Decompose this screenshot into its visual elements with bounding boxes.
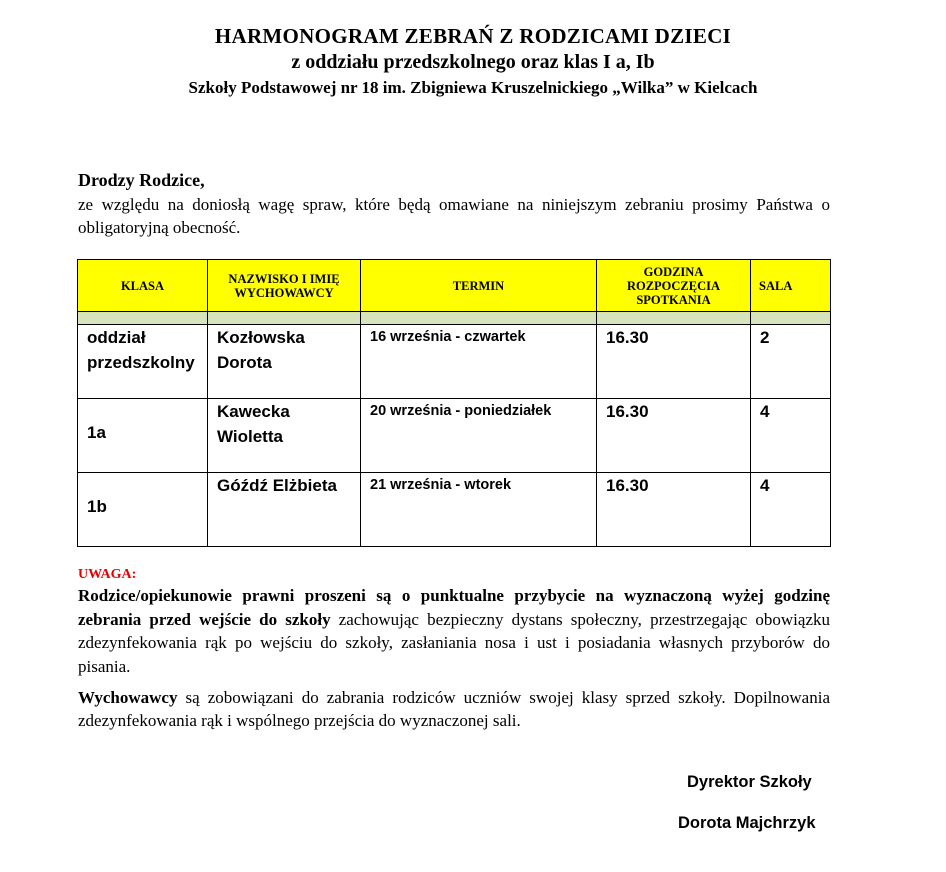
klasa-text: 1a xyxy=(87,423,106,442)
cell-klasa: oddział przedszkolny xyxy=(78,325,208,399)
meeting-schedule-table xyxy=(77,259,831,547)
cell-termin xyxy=(361,399,597,473)
cell-termin xyxy=(361,325,597,399)
cell-hour xyxy=(597,473,751,547)
intro-paragraph: ze względu na doniosłą wagę spraw, które będą omawiane na niniejszym zebraniu prosimy Państwa o obligatoryjną obecność. xyxy=(78,195,830,237)
header-sala: SALA xyxy=(751,260,831,312)
teachers-text: są zobowiązani do zabrania rodziców uczniów swojej klasy sprzed szkoły. Dopilnowania zdezynfekowania rąk i wspólnego przejścia do wyznaczonej sali. xyxy=(78,688,830,730)
table-row xyxy=(78,325,831,399)
cell-termin xyxy=(361,473,597,547)
termin-text: 21 września - wtorek xyxy=(370,477,512,493)
greeting: Drodzy Rodzice, xyxy=(78,170,205,190)
cell-sala xyxy=(751,399,831,473)
teachers-bold-text: Wychowawcy xyxy=(78,688,178,707)
signature-name: Dorota Majchrzyk xyxy=(678,814,816,832)
header-hour: GODZINA ROZPOCZĘCIA SPOTKANIA xyxy=(597,260,751,312)
header-klasa: KLASA xyxy=(78,260,208,312)
cell-sala xyxy=(751,325,831,399)
header-name: NAZWISKO I IMIĘ WYCHOWAWCY xyxy=(208,260,361,312)
cell-klasa xyxy=(78,473,208,547)
cell-hour xyxy=(597,325,751,399)
notice-paragraph xyxy=(78,584,830,678)
sala-text: 4 xyxy=(760,476,770,495)
cell-klasa xyxy=(78,399,208,473)
hour-text: 16.30 xyxy=(606,402,649,421)
teachers-paragraph xyxy=(78,686,830,732)
sala-text: 2 xyxy=(760,328,770,347)
table-header-row xyxy=(78,260,831,312)
school-name: Szkoły Podstawowej nr 18 im. Zbigniewa Kruszelnickiego „Wilka” w Kielcach xyxy=(188,78,758,97)
hour-text: 16.30 xyxy=(606,476,649,495)
document-title: HARMONOGRAM ZEBRAŃ Z RODZICAMI DZIECI xyxy=(214,24,732,48)
cell-hour xyxy=(597,399,751,473)
notice-label: UWAGA: xyxy=(78,567,137,582)
table-separator-row xyxy=(78,312,831,325)
termin-text: 16 września - czwartek xyxy=(370,329,526,345)
notice-text: zachowując bezpieczny dystans społeczny, przestrzegając obowiązku zdezynfekowania rąk po wejściu do szkoły, zasłaniania nosa i ust i posiadania własnych przyborów do pisania. xyxy=(78,609,830,676)
hour-text: 16.30 xyxy=(606,328,649,347)
notice-bold-text: Rodzice/opiekunowie prawni proszeni są o punktualne przybycie na wyznaczoną wyżej godzinę zebrania przed wejście do szkoły xyxy=(78,586,830,629)
table-row xyxy=(78,473,831,547)
signature-role: Dyrektor Szkoły xyxy=(687,773,812,791)
cell-sala xyxy=(751,473,831,547)
termin-text: 20 września - poniedziałek xyxy=(370,403,552,419)
klasa-text: 1b xyxy=(87,497,107,516)
document-subtitle: z oddziału przedszkolnego oraz klas I a, Ib xyxy=(291,51,655,73)
header-termin: TERMIN xyxy=(361,260,597,312)
table-row xyxy=(78,399,831,473)
cell-name: Góźdź Elżbieta xyxy=(208,473,361,547)
cell-name: Kozłowska Dorota xyxy=(208,325,361,399)
sala-text: 4 xyxy=(760,402,770,421)
cell-name: Kawecka Wioletta xyxy=(208,399,361,473)
